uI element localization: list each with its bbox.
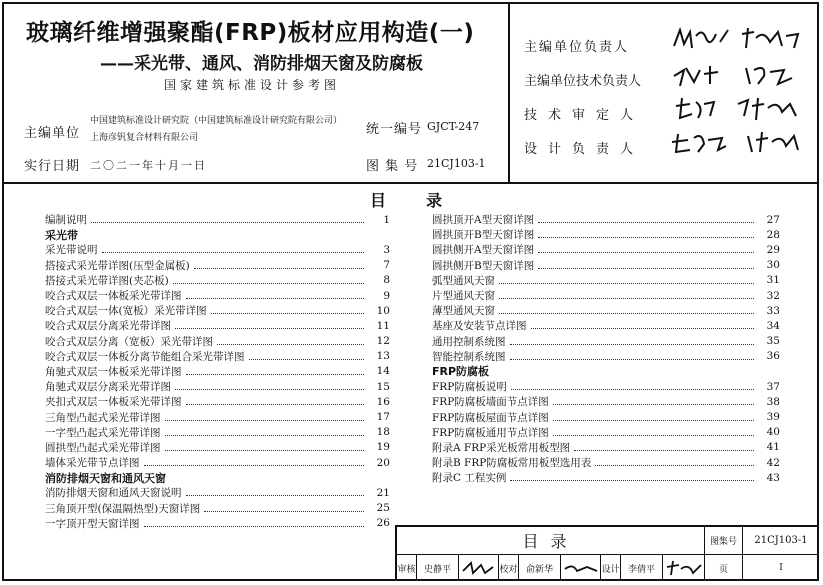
toc-entry [45,212,390,227]
page-number: I [779,563,783,573]
toc-leader-dots [510,344,755,345]
toc-leader-dots [211,313,364,314]
toc-entry-page: 12 [376,335,390,348]
toc-entry-page: 27 [766,213,780,226]
responsible-block [508,4,821,182]
role-design-head: 设计负责人 [524,142,645,157]
toc-entry [45,334,390,349]
toc-entry [432,258,780,273]
unified-no: GJCT-247 [427,120,480,133]
title-block-name: 目录 [397,527,705,554]
toc-entry-title: 圆拱顶开A型天窗详图 [432,214,535,227]
toc-entry-title: 夹扣式双层一体板采光带详图 [45,396,182,409]
toc-entry-page: 39 [766,411,780,424]
toc-entry-page: 30 [766,259,780,272]
toc-entry-title: 附录B FRP防腐板常用板型选用表 [432,457,592,470]
toc-left-column [45,212,390,531]
toc-entry-title: 咬合式双层一体板分离节能组合采光带详图 [45,350,245,363]
toc-entry-title: 消防排烟天窗和通风天窗说明 [45,487,182,500]
toc-entry-page: 28 [766,228,780,241]
toc-section-heading [45,470,390,485]
toc-entry [432,470,780,485]
header-divider [4,182,819,184]
toc-entry-page: 18 [376,426,390,439]
toc-entry-title: 片型通风天窗 [432,290,495,303]
title-block-atlas-no: 21CJ103-1 [754,535,808,546]
toc-leader-dots [165,450,365,451]
toc-entry-title: 智能控制系统图 [432,350,506,363]
impl-date: 二〇二一年十月一日 [90,159,207,172]
toc-leader-dots [510,359,755,360]
toc-entry [432,288,780,303]
toc-entry [432,227,780,242]
checker-name: 俞新华 [519,555,561,581]
toc-entry-title: 角驰式双层分离采光带详图 [45,381,171,394]
toc-entry-page: 17 [376,411,390,424]
toc-leader-dots [186,404,365,405]
toc-entry-page: 36 [766,350,780,363]
toc-entry-title: 圆拱侧开B型天窗详图 [432,259,535,272]
toc-entry [432,425,780,440]
toc-leader-dots [186,298,365,299]
toc-entry-page: 13 [376,350,390,363]
atlas-no-label: 图 集 号 [366,159,419,174]
role-editor-unit-head: 主编单位负责人 [524,40,630,55]
toc-entry [45,455,390,470]
toc-entry [45,288,390,303]
toc-leader-dots [175,328,364,329]
toc-leader-dots [204,511,364,512]
toc-entry [45,409,390,424]
toc-entry-page: 41 [766,441,780,454]
toc-entry-page: 37 [766,380,780,393]
toc-leader-dots [538,222,754,223]
toc-entry [45,273,390,288]
toc-entry-title: 圆拱顶开B型天窗详图 [432,229,535,242]
toc-entry-title: 圆拱侧开A型天窗详图 [432,244,535,257]
toc-leader-dots [510,480,754,481]
toc-leader-dots [165,435,365,436]
toc-entry-title: 采光带 [45,228,78,242]
page-label: 页 [705,555,743,581]
toc-leader-dots [165,420,365,421]
impl-date-label: 实行日期 [24,159,81,174]
toc-entry-page: 20 [376,456,390,469]
signature-3 [670,94,810,124]
toc-entry [45,501,390,516]
toc-entry-page: 3 [383,243,390,256]
unified-no-label: 统一编号 [366,122,423,137]
toc-entry [45,242,390,257]
toc-leader-dots [511,389,754,390]
toc-entry-page: 29 [766,243,780,256]
toc-entry-title: 墙体采光带节点详图 [45,457,140,470]
toc-leader-dots [144,526,365,527]
design-label: 设计 [601,555,621,581]
toc-leader-dots [538,237,754,238]
toc-entry-title: FRP防腐板屋面节点详图 [432,411,549,424]
toc-entry [432,318,780,333]
toc-entry-title: 采光带说明 [45,244,98,257]
toc-entry-title: 三角型凸起式采光带详图 [45,411,161,424]
toc-leader-dots [553,420,754,421]
toc-leader-dots [144,465,365,466]
role-technical-reviewer: 技术审定人 [524,108,645,123]
signature-4 [670,128,810,158]
toc-entry-page: 25 [376,502,390,515]
toc-leader-dots [175,389,364,390]
toc-entry [432,303,780,318]
toc-entry [45,349,390,364]
toc-entry-title: 通用控制系统图 [432,335,506,348]
review-label: 审核 [397,555,417,581]
toc-entry [45,303,390,318]
editor-unit-2: 上海彦钒复合材料有限公司 [90,133,199,143]
toc-entry-page: 14 [376,365,390,378]
toc-entry-title: 附录A FRP采光板常用板型图 [432,441,571,454]
header-left [4,4,507,182]
toc-entry-page: 34 [766,319,780,332]
toc-entry-title: 一字顶开型天窗详图 [45,517,140,530]
toc-leader-dots [538,252,754,253]
toc-entry [45,318,390,333]
toc-entry-page: 35 [766,335,780,348]
toc-entry-page: 8 [383,274,390,287]
toc-leader-dots [186,495,365,496]
toc-entry-page: 33 [766,304,780,317]
toc-leader-dots [91,222,364,223]
toc-title: 目录 [370,191,483,210]
toc-entry-page: 16 [376,395,390,408]
toc-leader-dots [173,283,364,284]
designer-signature [663,555,705,581]
toc-entry-title: 咬合式双层一体板采光带详图 [45,290,182,303]
toc-leader-dots [553,404,754,405]
editor-unit-label: 主编单位 [24,126,81,141]
toc-entry-page: 21 [376,486,390,499]
toc-entry [432,394,780,409]
toc-entry-title: 圆拱型凸起式采光带详图 [45,441,161,454]
toc-entry-page: 19 [376,441,390,454]
toc-section-heading [45,227,390,242]
toc-entry-title: 基座及安装节点详图 [432,320,527,333]
toc-entry-title: 咬合式双层一体(宽板）采光带详图 [45,305,207,318]
toc-entry-title: FRP防腐板说明 [432,381,507,394]
toc-entry-title: FRP防腐板通用节点详图 [432,426,549,439]
toc-entry [45,516,390,531]
toc-section-heading [432,364,780,379]
toc-entry [45,258,390,273]
toc-entry-title: 编制说明 [45,214,87,227]
designer-name: 李倩平 [621,555,663,581]
toc-entry [45,440,390,455]
title-block [395,525,819,581]
toc-leader-dots [499,283,754,284]
page-subtitle: ——采光带、通风、消防排烟天窗及防腐板 [100,54,423,74]
toc-entry-title: FRP防腐板 [432,365,490,379]
role-editor-tech-head: 主编单位技术负责人 [524,74,642,89]
toc-leader-dots [249,359,365,360]
page-title: 玻璃纤维增强聚酯(FRP)板材应用构造(一) [26,20,475,46]
toc-entry-title: 咬合式双层分离采光带详图 [45,320,171,333]
toc-entry-title: 角驰式双层一体板采光带详图 [45,365,182,378]
toc-entry-title: 薄型通风天窗 [432,305,495,318]
toc-entry [45,485,390,500]
toc-entry [432,242,780,257]
toc-entry-title: 一字型凸起式采光带详图 [45,426,161,439]
reviewer-name: 史静平 [417,555,459,581]
toc-entry [432,273,780,288]
toc-entry [432,334,780,349]
toc-leader-dots [538,268,754,269]
title-block-atlas-label: 图集号 [705,527,743,554]
toc-entry [45,425,390,440]
toc-entry-title: 附录C 工程实例 [432,472,507,485]
reviewer-signature [459,555,499,581]
toc-entry-title: 搭接式采光带详图(压型金属板) [45,259,190,272]
toc-entry-page: 11 [376,319,390,332]
signature-1 [670,24,810,54]
toc-right-column [432,212,780,485]
toc-leader-dots [194,268,364,269]
toc-leader-dots [186,374,365,375]
toc-entry [432,409,780,424]
toc-entry [432,455,780,470]
toc-leader-dots [595,465,754,466]
toc-entry-title: FRP防腐板墙面节点详图 [432,396,549,409]
checker-signature [561,555,601,581]
editor-unit-1: 中国建筑标准设计研究院（中国建筑标准设计研究院有限公司） [90,116,343,126]
check-label: 校对 [499,555,519,581]
toc-entry [45,379,390,394]
toc-entry-page: 31 [766,274,780,287]
signature-2 [670,60,810,90]
toc-leader-dots [553,435,754,436]
toc-entry [45,394,390,409]
toc-entry-page: 43 [766,471,780,484]
toc-entry [45,364,390,379]
toc-entry-page: 26 [376,517,390,530]
toc-entry [432,379,780,394]
toc-entry-title: 咬合式双层分离（宽板）采光带详图 [45,335,213,348]
toc-leader-dots [499,298,754,299]
toc-entry-page: 15 [376,380,390,393]
toc-leader-dots [217,344,364,345]
toc-entry [432,349,780,364]
toc-leader-dots [531,328,755,329]
toc-entry-page: 40 [766,426,780,439]
toc-entry-page: 1 [383,213,390,226]
atlas-type: 国家建筑标准设计参考图 [164,78,341,92]
toc-entry-page: 10 [376,304,390,317]
toc-entry-page: 32 [766,289,780,302]
toc-leader-dots [102,252,365,253]
toc-entry [432,212,780,227]
toc-leader-dots [499,313,754,314]
toc-leader-dots [574,450,754,451]
toc-entry-page: 9 [383,289,390,302]
toc-entry-page: 38 [766,395,780,408]
toc-entry-title: 搭接式采光带详图(夹芯板) [45,274,169,287]
toc-entry-page: 7 [383,259,390,272]
toc-entry-title: 弧型通风天窗 [432,274,495,287]
toc-entry-title: 消防排烟天窗和通风天窗 [45,471,166,485]
toc-entry [432,440,780,455]
atlas-no: 21CJ103-1 [427,157,486,170]
toc-entry-title: 三角顶开型(保温隔热型)天窗详图 [45,502,201,515]
toc-entry-page: 42 [766,456,780,469]
